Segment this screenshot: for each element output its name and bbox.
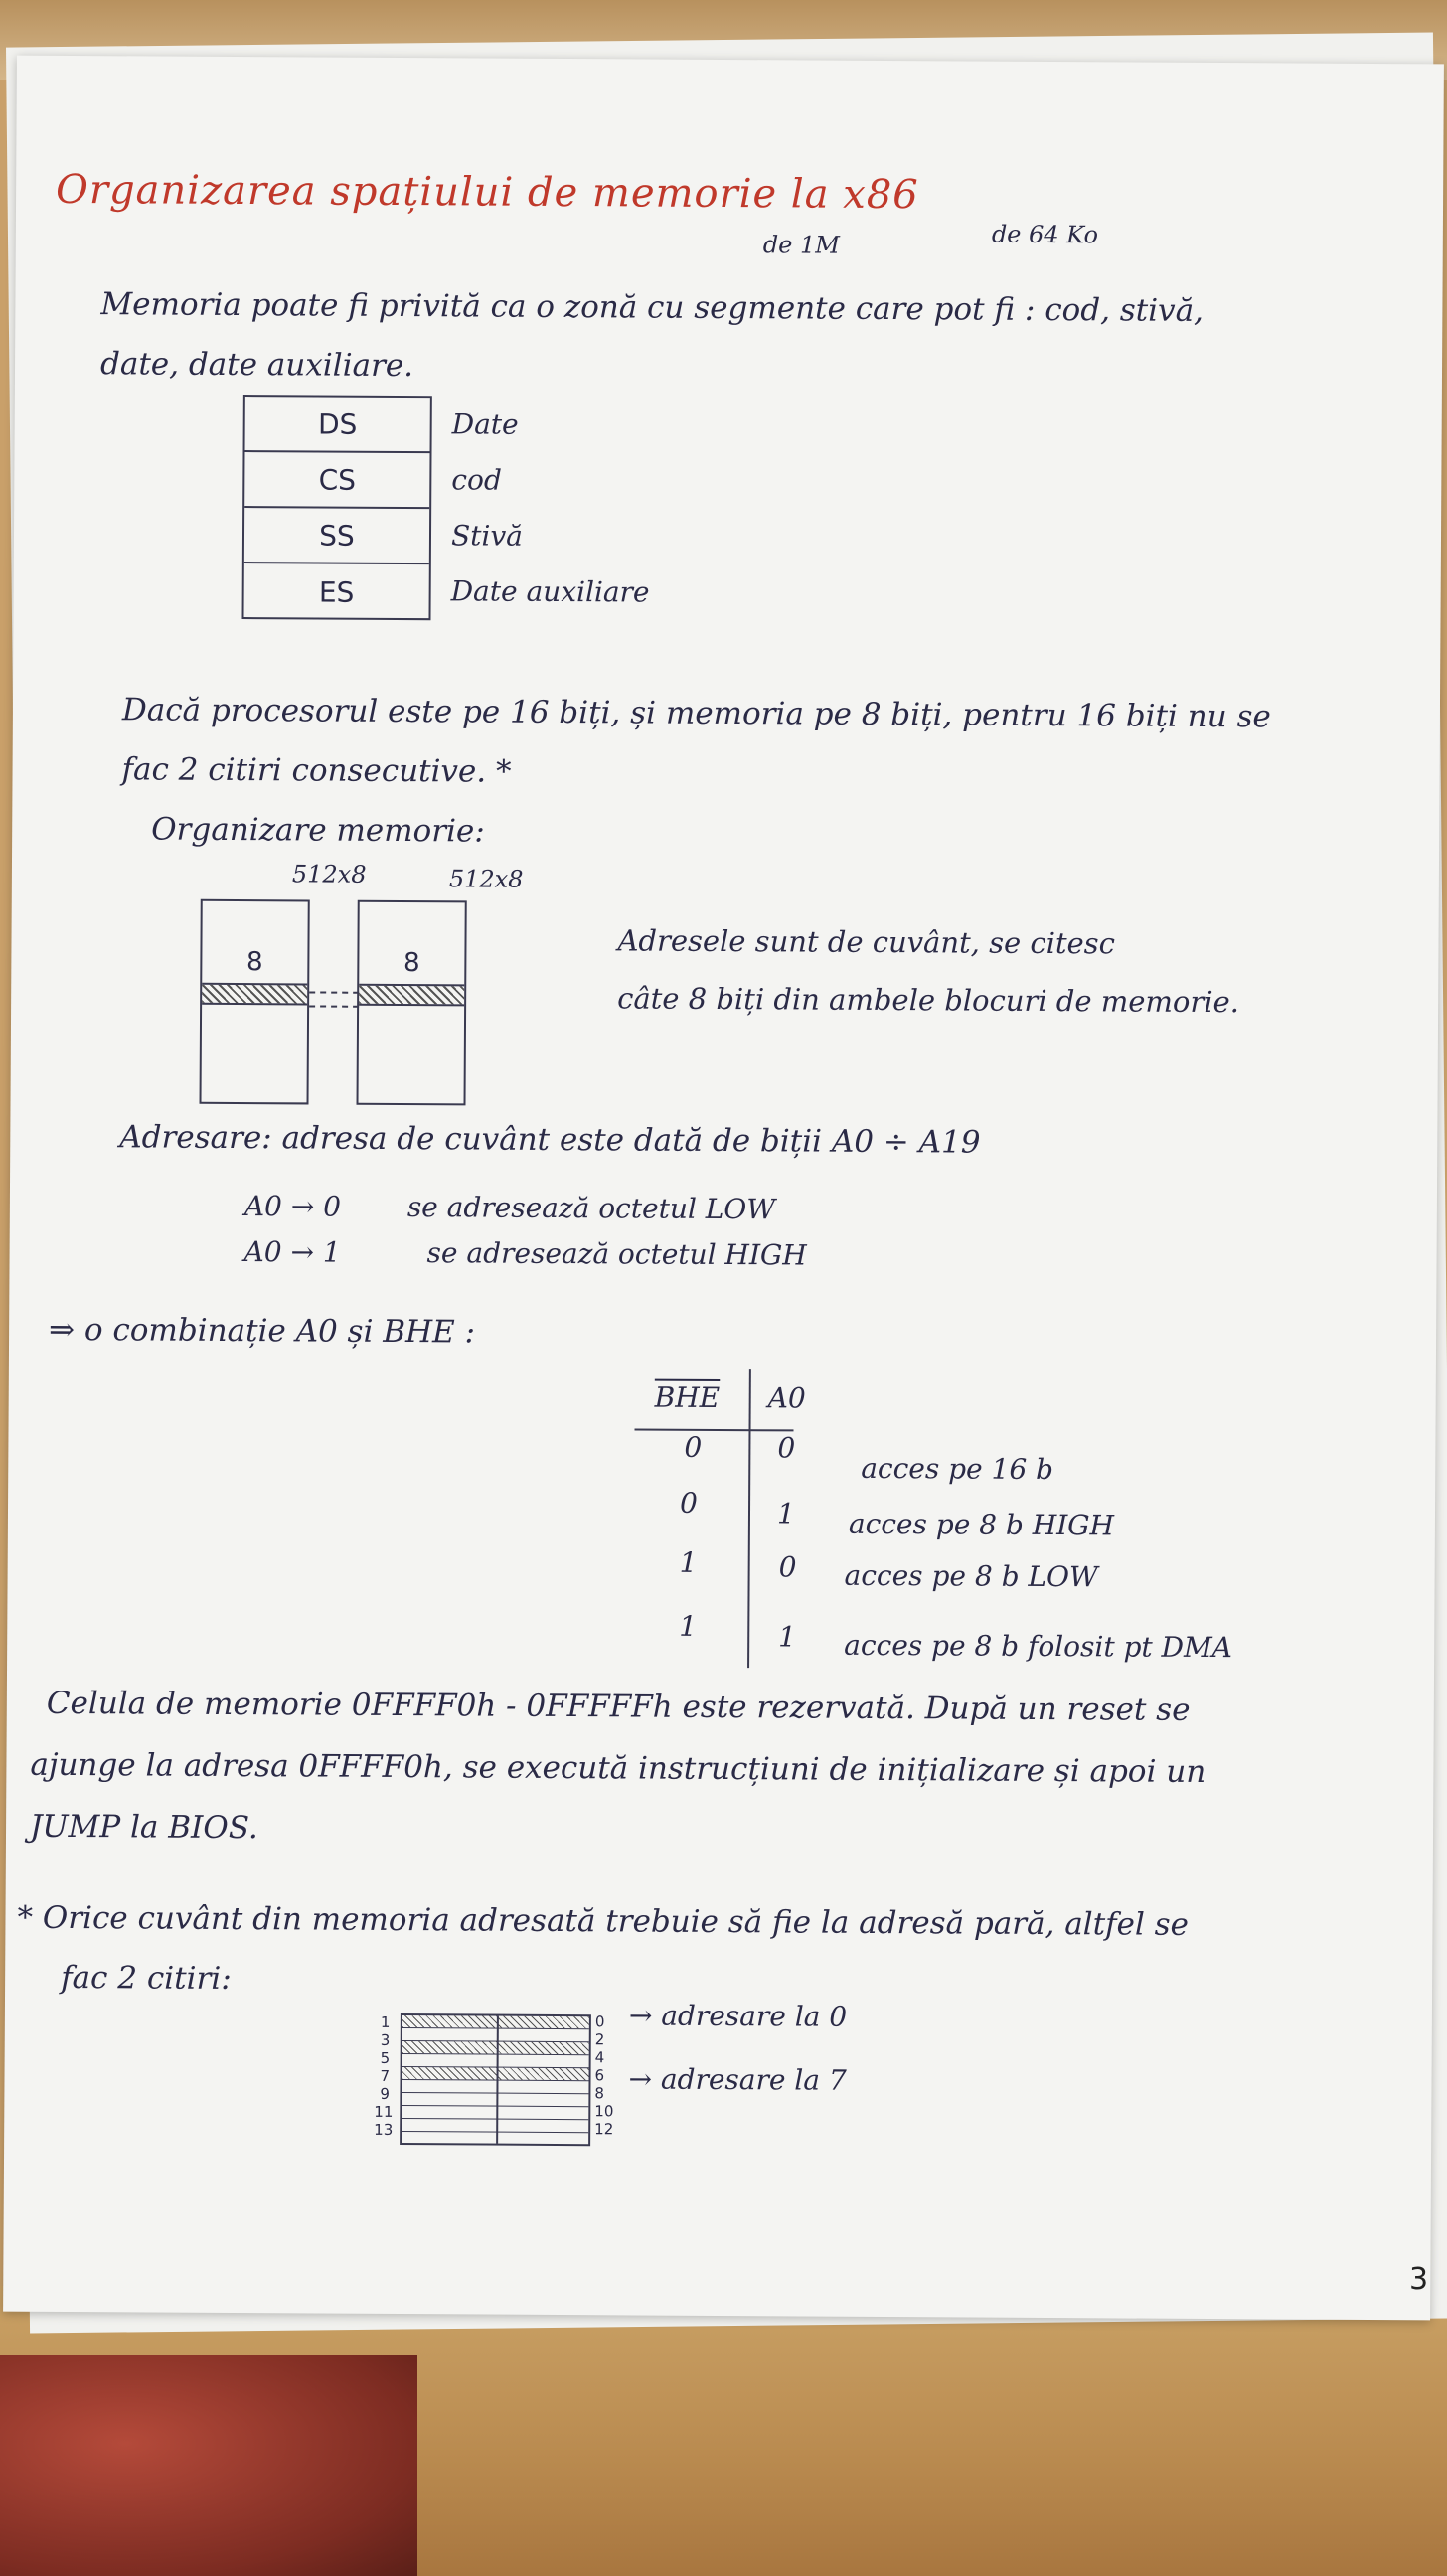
block-link-bottom [309, 1005, 359, 1007]
star-line-2: fac 2 citiri: [61, 1959, 232, 1997]
table-row-4-a0: 1 [778, 1620, 797, 1654]
memory-block-right [357, 900, 467, 1106]
memory-block-left-hatch [202, 983, 307, 1006]
block-left-label: 512x8 [291, 860, 367, 888]
paragraph-1-line-1: Dacă procesorul este pe 16 biți, și memoria pe 8 biți, pentru 16 biți nu se [121, 692, 1271, 735]
grid-left-num-1: 1 [380, 2012, 391, 2031]
segment-label-cs: cod [451, 463, 502, 497]
table-row-2-a0: 1 [776, 1497, 795, 1530]
table-vertical-line [747, 1369, 751, 1668]
table-row-1-bhe: 0 [684, 1430, 703, 1464]
intro-line-2: date, date auxiliare. [99, 346, 414, 385]
table-row-3-bhe: 1 [679, 1545, 698, 1579]
table-header-a0: A0 [767, 1381, 806, 1415]
intro-line-1: Memoria poate fi privită ca o zonă cu segmente care pot fi : cod, stivă, [100, 286, 1205, 329]
a0-line-2-right: se adresează octetul HIGH [426, 1236, 807, 1272]
table-row-4-desc: acces pe 8 b folosit pt DMA [844, 1628, 1233, 1665]
grid-right-num-6: 6 [594, 2066, 605, 2085]
table-row-3-a0: 0 [778, 1550, 797, 1584]
segment-diagram [241, 395, 431, 620]
grid-right-num-4: 4 [594, 2048, 605, 2067]
grid-left-num-5: 5 [380, 2048, 391, 2067]
organization-heading: Organizare memorie: [151, 811, 485, 850]
memory-block-right-hatch [359, 984, 464, 1007]
grid-left-num-3: 3 [380, 2030, 391, 2049]
cell-line-3: JUMP la BIOS. [29, 1808, 258, 1847]
grid-left-num-11: 11 [374, 2102, 394, 2121]
memory-block-right-value: 8 [403, 948, 420, 979]
segment-label-es: Date auxiliare [450, 574, 650, 609]
grid-right-num-12: 12 [594, 2120, 614, 2139]
cell-line-2: ajunge la adresa 0FFFF0h, se execută instrucțiuni de inițializare și apoi un [30, 1746, 1206, 1790]
a0-line-2-left: A0 → 1 [243, 1235, 341, 1269]
star-line-1: * Orice cuvânt din memoria adresată trebuie să fie la adresă pară, altfel se [17, 1899, 1190, 1943]
block-link-top [309, 991, 359, 993]
addressing-line: Adresare: adresa de cuvânt este dată de biții A0 ÷ A19 [119, 1119, 981, 1161]
red-cloth [0, 2355, 417, 2576]
grid-right-num-0: 0 [594, 2012, 605, 2031]
grid-right-num-10: 10 [594, 2102, 614, 2121]
grid-left-num-7: 7 [380, 2066, 391, 2085]
page-number: 3 [1409, 2262, 1429, 2297]
segment-label-ss: Stivă [450, 519, 524, 553]
memory-block-left [200, 899, 310, 1105]
notebook-page [3, 56, 1444, 2321]
page-title: Organizarea spațiului de memorie la x86 [55, 166, 919, 219]
segment-cs: CS [244, 452, 429, 509]
segment-ds: DS [245, 397, 430, 453]
table-row-1-desc: acces pe 16 b [861, 1451, 1054, 1487]
arrow-note-1: → adresare la 0 [628, 1999, 848, 2033]
arrow-note-2: → adresare la 7 [628, 2062, 847, 2097]
table-row-2-desc: acces pe 8 b HIGH [848, 1507, 1115, 1542]
segment-es: ES [318, 575, 355, 609]
intro-superscript-1: de 1M [762, 231, 840, 259]
block-note-line-1: Adresele sunt de cuvânt, se citesc [617, 923, 1115, 961]
table-row-3-desc: acces pe 8 b LOW [844, 1558, 1098, 1594]
word-alignment-grid [400, 2013, 591, 2146]
intro-superscript-2: de 64 Ko [991, 220, 1099, 249]
grid-left-num-13: 13 [374, 2120, 394, 2139]
cell-line-1: Celula de memorie 0FFFF0h - 0FFFFFh este rezervată. După un reset se [46, 1685, 1191, 1728]
grid-right-num-8: 8 [594, 2084, 605, 2103]
table-header-line [635, 1428, 794, 1431]
a0-line-1-left: A0 → 0 [243, 1190, 342, 1223]
table-row-4-bhe: 1 [679, 1609, 698, 1643]
block-right-label: 512x8 [448, 865, 524, 893]
table-row-2-bhe: 0 [679, 1486, 698, 1520]
table-header-bhe: $\overline{BHE}$ [654, 1380, 721, 1414]
grid-left-num-9: 9 [380, 2084, 391, 2103]
segment-ss: SS [244, 508, 429, 564]
paragraph-1-line-2: fac 2 citiri consecutive. * [121, 751, 512, 790]
grid-right-num-2: 2 [594, 2030, 605, 2049]
segment-label-ds: Date [451, 407, 519, 441]
memory-block-left-value: 8 [246, 947, 263, 978]
table-row-1-a0: 0 [777, 1431, 796, 1465]
a0-line-1-right: se adresează octetul LOW [406, 1191, 776, 1226]
combination-line: ⇒ o combinație A0 și BHE : [49, 1311, 476, 1351]
block-note-line-2: câte 8 biți din ambele blocuri de memorie. [617, 981, 1240, 1020]
